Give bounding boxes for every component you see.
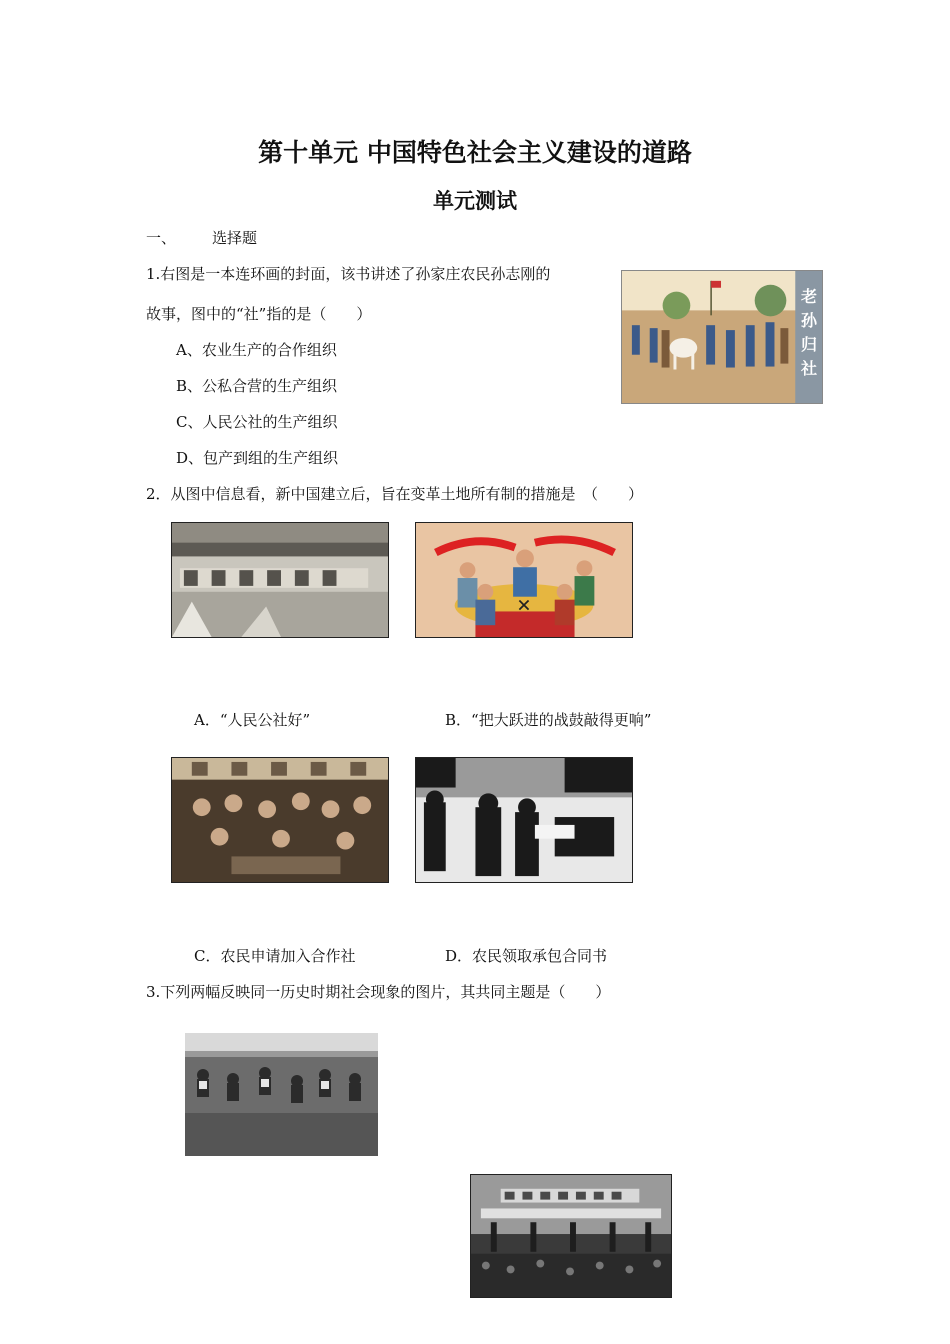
q2-caption-a: A．“人民公社好” <box>194 711 311 729</box>
q2-image-d <box>415 757 633 883</box>
cover-title: 老 孙 归 社 <box>800 287 817 378</box>
q3-image-2 <box>470 1174 672 1298</box>
q1-option-c: C、人民公社的生产组织 <box>176 413 338 431</box>
q2-image-c <box>171 757 389 883</box>
q3-stem: 3.下列两幅反映同一历史时期社会现象的图片，其共同主题是（ ） <box>146 983 611 1001</box>
page-subtitle: 单元测试 <box>433 189 517 213</box>
q1-stem-line1: 1.右图是一本连环画的封面，该书讲述了孙家庄农民孙志刚的 <box>146 265 551 283</box>
q1-option-d: D、包产到组的生产组织 <box>176 449 339 467</box>
comic-cover-image <box>621 270 823 404</box>
q2-image-b <box>415 522 633 638</box>
section-number: 一、 <box>146 229 177 247</box>
q3-image-1 <box>185 1033 378 1156</box>
q2-caption-b: B．“把大跃进的战鼓敲得更响” <box>445 711 652 729</box>
q2-image-a <box>171 522 389 638</box>
q1-option-b: B、公私合营的生产组织 <box>176 377 338 395</box>
svg-text:✕: ✕ <box>516 596 532 617</box>
q2-stem: 2．从图中信息看，新中国建立后，旨在变革土地所有制的措施是 （ ） <box>146 485 644 503</box>
page-title: 第十单元 中国特色社会主义建设的道路 <box>258 138 692 167</box>
q2-caption-d: D．农民领取承包合同书 <box>445 947 608 965</box>
q1-option-a: A、农业生产的合作组织 <box>176 341 337 359</box>
q2-caption-c: C．农民申请加入合作社 <box>194 947 356 965</box>
q1-stem-line2: 故事，图中的“社”指的是（ ） <box>146 305 372 323</box>
section-label: 选择题 <box>212 229 258 247</box>
